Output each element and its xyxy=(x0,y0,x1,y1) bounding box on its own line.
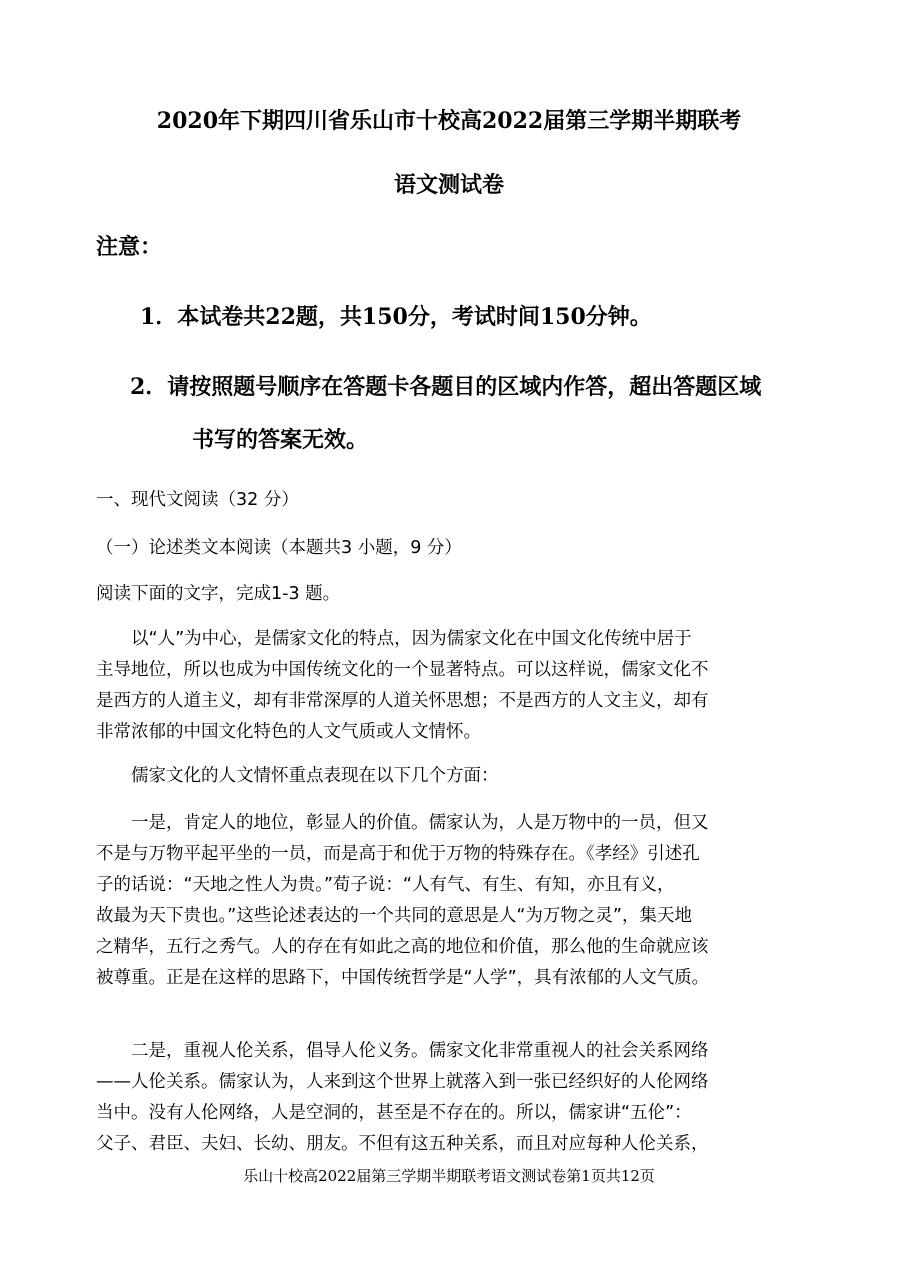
notice-label: 注意： xyxy=(96,234,163,260)
notice-item-2-continued: 书写的答案无效。 xyxy=(192,427,369,453)
page-footer: 乐山十校高2022届第三学期半期联考语文测试卷第1页共12页 xyxy=(243,1167,655,1185)
paragraph-line: 一是，肯定人的地位，彰显人的价值。儒家认为，人是万物中的一员，但又 xyxy=(96,813,709,833)
paragraph-line: 父子、君臣、夫妇、长幼、朋友。不但有这五种关系，而且对应每种人伦关系， xyxy=(96,1134,709,1154)
paragraph-line: 二是，重视人伦关系，倡导人伦义务。儒家文化非常重视人的社会关系网络 xyxy=(96,1041,709,1061)
reading-instruction: 阅读下面的文字，完成1-3 题。 xyxy=(96,584,341,604)
paragraph-line: 不是与万物平起平坐的一员，而是高于和优于万物的特殊存在。《孝经》引述孔 xyxy=(96,844,700,864)
paragraph-line: 非常浓郁的中国文化特色的人文气质或人文情怀。 xyxy=(96,722,481,742)
paragraph-4 xyxy=(96,1036,802,1160)
paragraph-line: 是西方的人道主义，却有非常深厚的人道关怀思想；不是西方的人文主义，却有 xyxy=(96,691,709,711)
paragraph-line: 被尊重。正是在这样的思路下，中国传统哲学是“人学”，具有浓郁的人文气质。 xyxy=(96,968,710,988)
paragraph-line: 以“人”为中心，是儒家文化的特点，因为儒家文化在中国文化传统中居于 xyxy=(96,629,692,649)
paragraph-line: 主导地位，所以也成为中国传统文化的一个显著特点。可以这样说，儒家文化不 xyxy=(96,660,709,680)
paragraph-line: 故最为天下贵也。”这些论述表达的一个共同的意思是人“为万物之灵”，集天地 xyxy=(96,906,692,926)
section-subheading: （一）论述类文本阅读（本题共3 小题，9 分） xyxy=(96,538,462,558)
paragraph-line: 当中。没有人伦网络，人是空洞的，甚至是不存在的。所以，儒家讲“五伦”： xyxy=(96,1103,692,1123)
paragraph-3 xyxy=(96,808,802,994)
exam-title: 2020年下期四川省乐山市十校高2022届第三学期半期联考 xyxy=(156,108,742,134)
paragraph-line: 儒家文化的人文情怀重点表现在以下几个方面： xyxy=(96,766,499,786)
notice-item-1: 1．本试卷共22题，共150分，考试时间150分钟。 xyxy=(140,304,652,330)
notice-item-2: 2．请按照题号顺序在答题卡各题目的区域内作答，超出答题区域 xyxy=(130,374,762,400)
paragraph-2 xyxy=(96,761,802,792)
paragraph-line: ——人伦关系。儒家认为，人来到这个世界上就落入到一张已经织好的人伦网络 xyxy=(96,1072,709,1092)
section-heading: 一、现代文阅读（32 分） xyxy=(96,490,299,510)
exam-subtitle: 语文测试卷 xyxy=(393,172,504,198)
paragraph-1 xyxy=(96,624,802,748)
paragraph-line: 子的话说：“天地之性人为贵。”荀子说：“人有气、有生、有知，亦且有义， xyxy=(96,875,675,895)
paragraph-line: 之精华，五行之秀气。人的存在有如此之高的地位和价值，那么他的生命就应该 xyxy=(96,937,709,957)
